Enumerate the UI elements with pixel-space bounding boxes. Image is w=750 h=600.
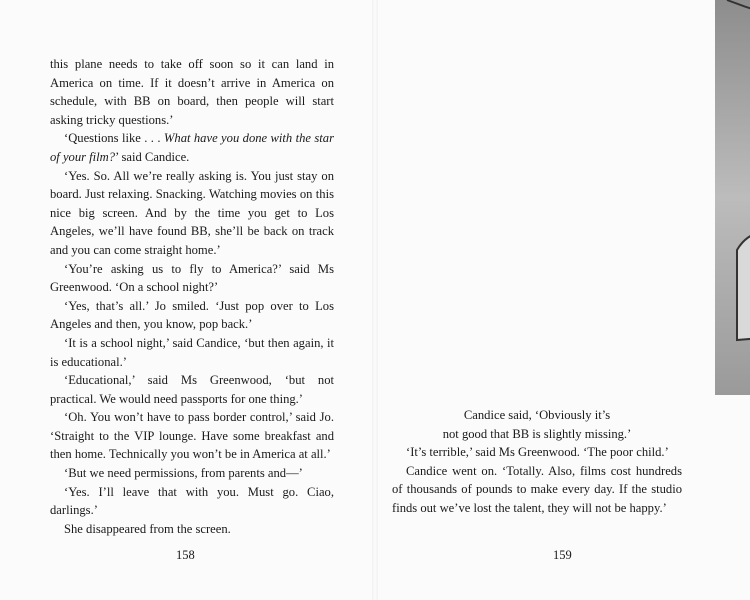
paragraph: this plane needs to take off soon so it can land in America on time. If it doesn’t arrive in America on schedule, with BB on board, then people will start asking tricky questions.’ bbox=[50, 57, 334, 127]
left-page-text bbox=[50, 55, 334, 538]
paragraph: ‘Oh. You won’t have to pass border control,’ said Jo. ‘Straight to the VIP lounge. Have some breakfast and then home. Technically you won’t be in America at all.’ bbox=[50, 410, 334, 462]
paragraph: She disappeared from the screen. bbox=[64, 521, 231, 536]
paragraph: ‘Educational,’ said Ms Greenwood, ‘but not practical. We would need passports for one thing.’ bbox=[50, 373, 334, 406]
page-number: 159 bbox=[553, 548, 572, 562]
airplane-cabin-illustration bbox=[697, 0, 750, 395]
paragraph: ‘Yes, that’s all.’ Jo smiled. ‘Just pop over to Los Angeles and then, you know, pop back.’ bbox=[50, 298, 334, 332]
book-gutter bbox=[372, 0, 378, 600]
paragraph: Candice went on. ‘Totally. Also, films cost hundreds of thousands of pounds to make every day. If the studio finds out we’ve lost the talent, they will not be happy.’ bbox=[392, 463, 682, 515]
page-number: 158 bbox=[176, 548, 195, 562]
paragraph: ‘Questions like . . . What have you done with the star of your film?’ said Candice. bbox=[50, 131, 334, 164]
paragraph: ‘It’s terrible,’ said Ms Greenwood. ‘The poor child.’ bbox=[406, 445, 669, 460]
paragraph: ‘It is a school night,’ said Candice, ‘but then again, it is educational.’ bbox=[50, 335, 334, 369]
paragraph: ‘You’re asking us to fly to America?’ said Ms Greenwood. ‘On a school night?’ bbox=[50, 261, 334, 295]
centered-line: Candice said, ‘Obviously it’s bbox=[463, 408, 611, 422]
centered-line: not good that BB is slightly missing.’ bbox=[442, 426, 632, 441]
paragraph: ‘But we need permissions, from parents and—’ bbox=[64, 466, 303, 481]
paragraph: ‘Yes. So. All we’re really asking is. You just stay on board. Just relaxing. Snacking. Watching movies on this nice big screen. And by the time you get to Los Angeles, we’ll have found BB, she’ll be back on track and you can come straight home.’ bbox=[50, 168, 334, 257]
right-page-text bbox=[392, 406, 682, 518]
paragraph: ‘Yes. I’ll leave that with you. Must go. Ciao, darlings.’ bbox=[50, 484, 334, 518]
right-page bbox=[375, 0, 750, 600]
